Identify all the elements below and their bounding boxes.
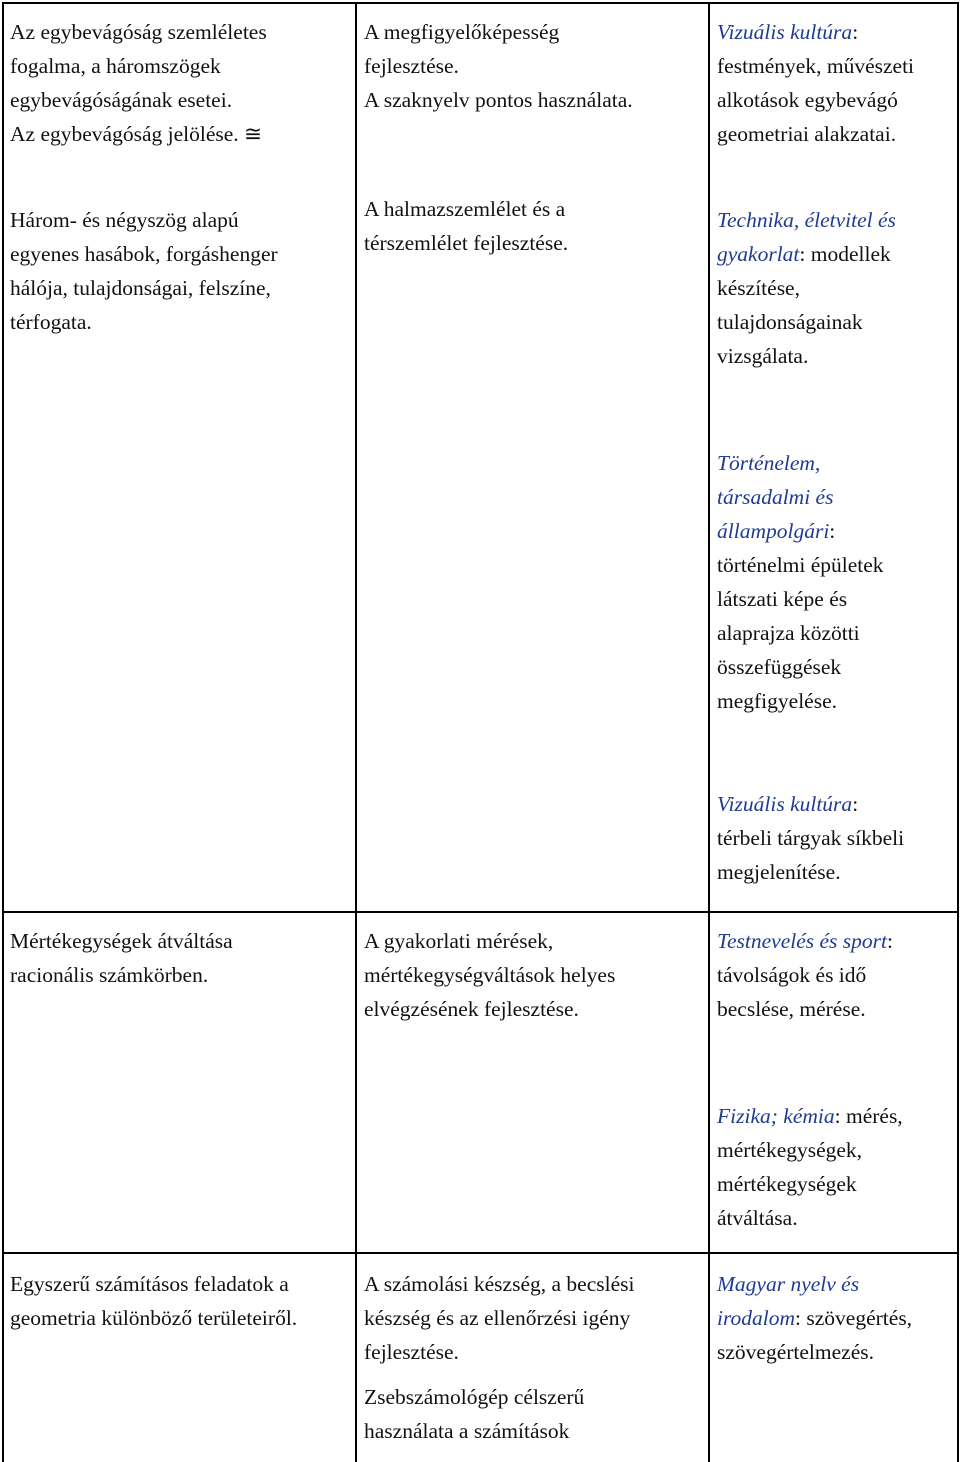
text-line: látszati képe és [717, 587, 848, 611]
text-line: megfigyelése. [717, 689, 837, 713]
text-line: alkotások egybevágó [717, 88, 898, 112]
row3-topics-cell [10, 1267, 350, 1335]
text-line: Vizuális kultúra: [717, 20, 859, 44]
text-line [717, 203, 955, 237]
column-divider-2 [708, 2, 710, 1462]
text-line: vizsgálata. [717, 344, 809, 368]
row1-topics-cell-b [10, 203, 350, 339]
row1-development-cell [364, 15, 704, 117]
subject-name: Történelem, [717, 451, 821, 475]
text-line: Mértékegységek átváltása [10, 929, 233, 953]
row1-topics-cell [10, 15, 350, 151]
table-border-left [2, 2, 4, 1462]
text-line: átváltása. [717, 1206, 798, 1230]
text-line: egyenes hasábok, forgáshenger [10, 242, 278, 266]
text-line: szövegértelmezés. [717, 1340, 874, 1364]
text-line: A számolási készség, a becslési [364, 1272, 635, 1296]
text-line: mértékegységváltások helyes [364, 963, 616, 987]
row-divider-1 [2, 911, 958, 913]
text-line: Három- és négyszög alapú [10, 208, 239, 232]
text-line: fejlesztése. [364, 54, 459, 78]
row3-development-cell [364, 1267, 704, 1369]
row1-links-cell-c [717, 446, 955, 718]
text-line: mértékegységek, [717, 1138, 863, 1162]
text-line: Az egybevágóság szemléletes [10, 20, 267, 44]
text-line: festmények, művészeti [717, 54, 915, 78]
text-line: A gyakorlati mérések, [364, 929, 554, 953]
text-line: Egyszerű számításos feladatok a [10, 1272, 289, 1296]
text-line: térszemlélet fejlesztése. [364, 231, 569, 255]
row2-topics-cell [10, 924, 350, 992]
row2-links-cell [717, 924, 955, 1026]
text-line: fogalma, a háromszögek [10, 54, 221, 78]
row2-links-cell-b [717, 1099, 955, 1235]
text-line: A halmazszemlélet és a [364, 197, 566, 221]
row2-development-cell [364, 924, 704, 1026]
text-line: hálója, tulajdonságai, felszíne, [10, 276, 271, 300]
row-divider-2 [2, 1252, 958, 1254]
row1-links-cell-b [717, 203, 955, 373]
text-line: távolságok és idő [717, 963, 867, 987]
text-line: tulajdonságainak [717, 310, 863, 334]
text-line: Fizika; kémia: mérés, [717, 1104, 903, 1128]
text-line: történelmi épületek [717, 553, 884, 577]
text-line [717, 446, 955, 480]
text-line: Vizuális kultúra: [717, 792, 859, 816]
text-line: használata a számítások [364, 1419, 570, 1443]
text-line: Az egybevágóság jelölése. ≅ [10, 122, 263, 146]
subject-name: Vizuális kultúra [717, 20, 853, 44]
column-divider-1 [355, 2, 357, 1462]
text-line: készítése, [717, 276, 800, 300]
text-line: összefüggések [717, 655, 842, 679]
row1-links-cell-d [717, 787, 955, 889]
subject-name: Fizika; kémia [717, 1104, 835, 1128]
text-line: elvégzésének fejlesztése. [364, 997, 579, 1021]
text-line: gyakorlat: modellek [717, 242, 891, 266]
subject-name: Magyar nyelv és [717, 1272, 860, 1296]
text-line: térfogata. [10, 310, 92, 334]
table-border-top [2, 2, 958, 4]
table-border-right [957, 2, 959, 1462]
text-line: A megfigyelőképesség [364, 20, 560, 44]
text-line [717, 480, 955, 514]
text-line: irodalom: szövegértés, [717, 1306, 913, 1330]
text-line: fejlesztése. [364, 1340, 459, 1364]
text-line: térbeli tárgyak síkbeli [717, 826, 905, 850]
row1-development-cell-b [364, 192, 704, 260]
subject-name: Technika, életvitel és [717, 208, 896, 232]
text-line: készség és az ellenőrzési igény [364, 1306, 631, 1330]
text-line: A szaknyelv pontos használata. [364, 88, 633, 112]
subject-name: Vizuális kultúra [717, 792, 853, 816]
subject-name: gyakorlat [717, 242, 800, 266]
row3-development-cell-b [364, 1380, 704, 1448]
subject-name: társadalmi és [717, 485, 834, 509]
text-line [717, 1267, 955, 1301]
text-line: Zsebszámológép célszerű [364, 1385, 585, 1409]
text-line: mértékegységek [717, 1172, 857, 1196]
row1-links-cell [717, 15, 955, 151]
text-line: állampolgári: [717, 519, 836, 543]
text-line: alaprajza közötti [717, 621, 860, 645]
subject-name: Testnevelés és sport [717, 929, 887, 953]
text-line: racionális számkörben. [10, 963, 209, 987]
text-line: becslése, mérése. [717, 997, 866, 1021]
text-line: megjelenítése. [717, 860, 841, 884]
text-line: Testnevelés és sport: [717, 929, 893, 953]
text-line: geometria különböző területeiről. [10, 1306, 298, 1330]
row3-links-cell [717, 1267, 955, 1369]
subject-name: állampolgári [717, 519, 830, 543]
text-line: egybevágóságának esetei. [10, 88, 233, 112]
text-line: geometriai alakzatai. [717, 122, 897, 146]
subject-name: irodalom [717, 1306, 796, 1330]
